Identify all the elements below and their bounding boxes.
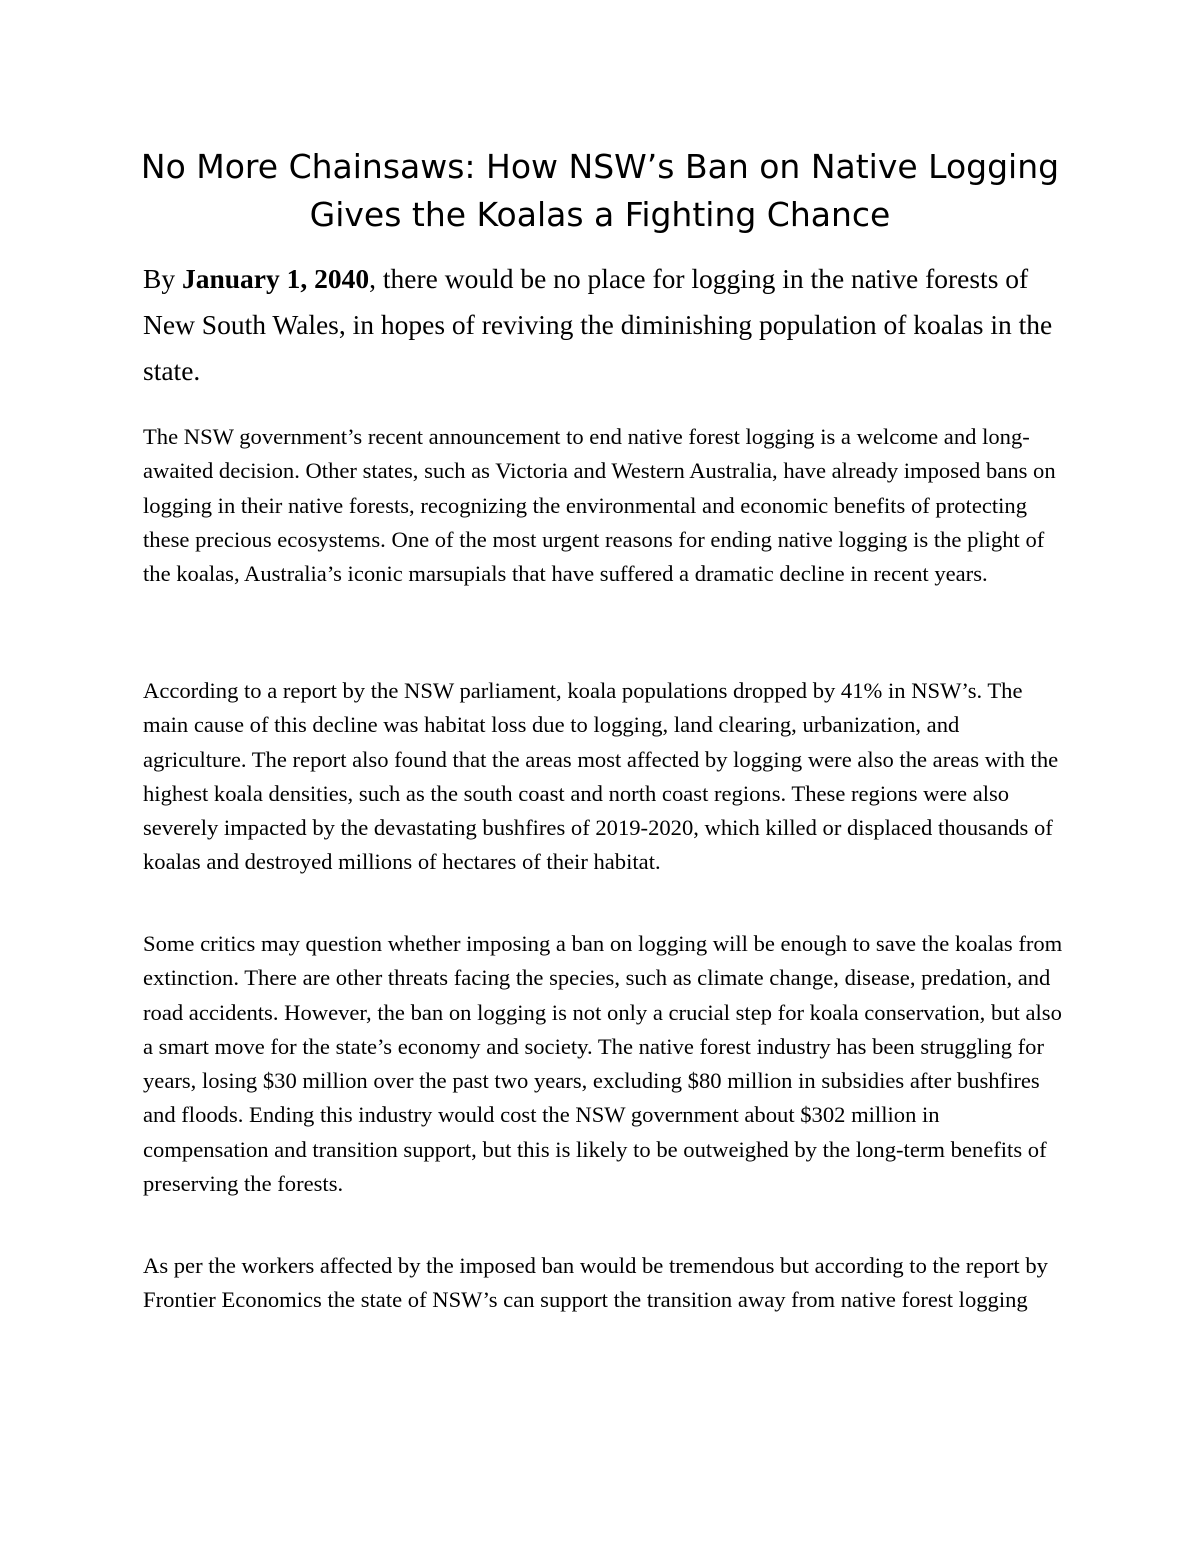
lede-date: January 1, 2040 — [181, 263, 370, 294]
article-title: No More Chainsaws: How NSW’s Ban on Native Logging Gives the Koalas a Fighting Chance — [140, 147, 1060, 234]
body-paragraph-3: Some critics may question whether imposing a ban on logging will be enough to save the koalas from extinction. There are other threats facing the species, such as climate change, disease, predation, and road accidents. However, the ban on logging is not only a crucial step for koala conservation, but also a smart move for the state’s economy and society. The native forest industry has been struggling for years, losing $30 million over the past two years, excluding $80 million in subsidies after bushfires and floods. Ending this industry would cost the NSW government about $302 million in compensation and transition support, but this is likely to be outweighed by the long-term benefits of preserving the forests. — [143, 931, 1063, 1197]
lede-paragraph — [143, 256, 1063, 394]
body-paragraph-2: According to a report by the NSW parliament, koala populations dropped by 41% in NSW’s. The main cause of this decline was habitat loss due to logging, land clearing, urbanization, and agriculture. The report also found that the areas most affected by logging were also the areas with the highest koala densities, such as the south coast and north coast regions. These regions were also severely impacted by the devastating bushfires of 2019-2020, which killed or displaced thousands of koalas and destroyed millions of hectares of their habitat. — [143, 678, 1059, 875]
body-paragraph-1: The NSW government’s recent announcement to end native forest logging is a welcome and long-awaited decision. Other states, such as Victoria and Western Australia, have already imposed bans on logging in their native forests, recognizing the environmental and economic benefits of protecting these precious ecosystems. One of the most urgent reasons for ending native logging is the plight of the koalas, Australia’s iconic marsupials that have suffered a dramatic decline in recent years. — [143, 424, 1056, 587]
lede-rest: , there would be no place for logging in the native forests of New South Wales, in hopes of reviving the diminishing population of koalas in the state. — [143, 263, 1053, 386]
lede-prefix: By — [143, 263, 182, 294]
body-paragraph-4: As per the workers affected by the imposed ban would be tremendous but according to the report by Frontier Economics the state of NSW’s can support the transition away from native forest logging — [143, 1253, 1048, 1313]
